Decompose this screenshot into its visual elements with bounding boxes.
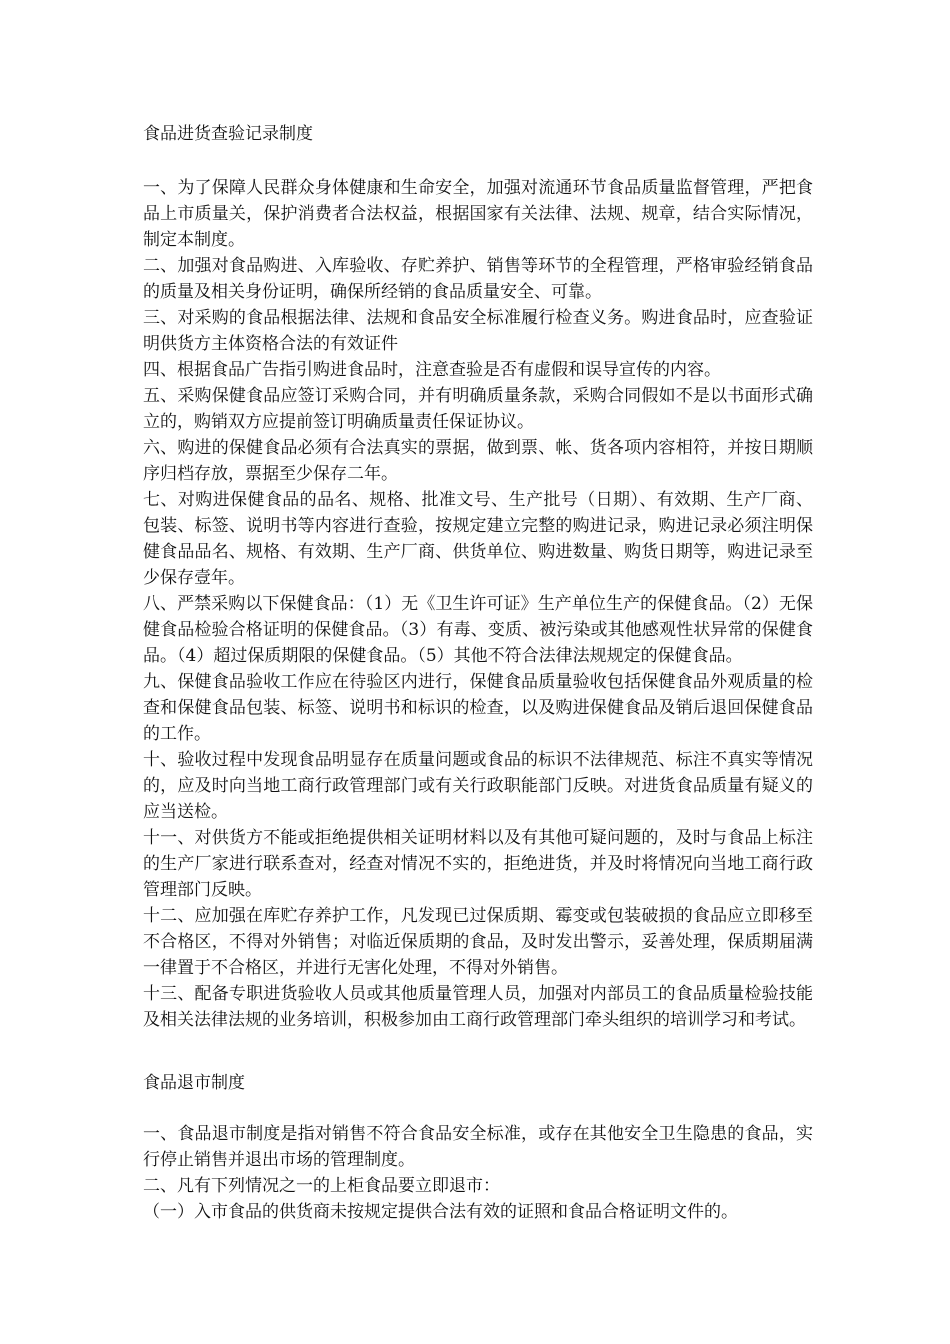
paragraph: 十三、配备专职进货验收人员或其他质量管理人员，加强对内部员工的食品质量检验技能及相关法律法规的业务培训，积极参加由工商行政管理部门牵头组织的培训学习和考试。 [143,984,813,1030]
section-body-inspection [143,175,813,1033]
paragraph: 十二、应加强在库贮存养护工作，凡发现已过保质期、霉变或包装破损的食品应立即移至不合格区，不得对外销售；对临近保质期的食品，及时发出警示，妥善处理，保质期届满一律置于不合格区，并进行无害化处理，不得对外销售。 [143,906,813,978]
paragraph: 六、购进的保健食品必须有合法真实的票据，做到票、帐、货各项内容相符，并按日期顺序归档存放，票据至少保存二年。 [143,438,813,484]
paragraph: 一、食品退市制度是指对销售不符合食品安全标准，或存在其他安全卫生隐患的食品，实行停止销售并退出市场的管理制度。 [143,1124,813,1170]
paragraph: 七、对购进保健食品的品名、规格、批准文号、生产批号（日期）、有效期、生产厂商、包装、标签、说明书等内容进行查验，按规定建立完整的购进记录，购进记录必须注明保健食品品名、规格、有效期、生产厂商、供货单位、购进数量、购货日期等，购进记录至少保存壹年。 [143,490,813,588]
paragraph: 八、严禁采购以下保健食品：（1）无《卫生许可证》生产单位生产的保健食品。（2）无保健食品检验合格证明的保健食品。（3）有毒、变质、被污染或其他感观性状异常的保健食品。（4）超过保质期限的保健食品。（5）其他不符合法律法规规定的保健食品。 [143,594,813,666]
paragraph: 十、验收过程中发现食品明显存在质量问题或食品的标识不法律规范、标注不真实等情况的，应及时向当地工商行政管理部门或有关行政职能部门反映。对进货食品质量有疑义的应当送检。 [143,750,813,822]
paragraph: 九、保健食品验收工作应在待验区内进行，保健食品质量验收包括保健食品外观质量的检查和保健食品包装、标签、说明书和标识的检查，以及购进保健食品及销后退回保健食品的工作。 [143,672,813,744]
paragraph: 一、为了保障人民群众身体健康和生命安全，加强对流通环节食品质量监督管理，严把食品上市质量关，保护消费者合法权益，根据国家有关法律、法规、规章，结合实际情况，制定本制度。 [143,178,813,250]
paragraph: 五、采购保健食品应签订采购合同，并有明确质量条款，采购合同假如不是以书面形式确立的，购销双方应提前签订明确质量责任保证协议。 [143,386,813,432]
paragraph: 二、凡有下列情况之一的上柜食品要立即退市： [143,1176,500,1196]
paragraph: （一）入市食品的供货商未按规定提供合法有效的证照和食品合格证明文件的。 [143,1202,738,1222]
section-body-withdrawal [143,1121,813,1225]
section-title-inspection: 食品进货查验记录制度 [143,124,313,144]
paragraph: 二、加强对食品购进、入库验收、存贮养护、销售等环节的全程管理，严格审验经销食品的质量及相关身份证明，确保所经销的食品质量安全、可靠。 [143,256,813,302]
section-title-withdrawal: 食品退市制度 [143,1073,245,1093]
paragraph: 十一、对供货方不能或拒绝提供相关证明材料以及有其他可疑问题的，及时与食品上标注的生产厂家进行联系查对，经查对情况不实的，拒绝进货，并及时将情况向当地工商行政管理部门反映。 [143,828,813,900]
paragraph: 三、对采购的食品根据法律、法规和食品安全标准履行检查义务。购进食品时，应查验证明供货方主体资格合法的有效证件 [143,308,813,354]
paragraph: 四、根据食品广告指引购进食品时，注意查验是否有虚假和误导宣传的内容。 [143,360,721,380]
